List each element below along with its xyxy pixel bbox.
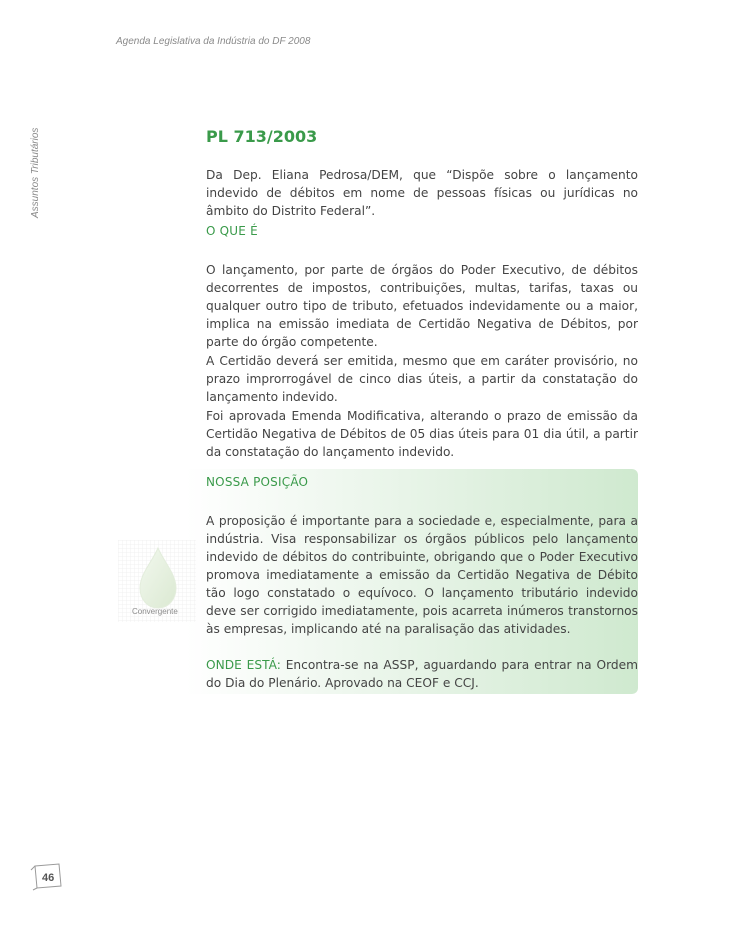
what-is-paragraph-3: Foi aprovada Emenda Modificativa, alterando o prazo de emissão da Certidão Negativa de Débitos de 05 dias úteis para 01 dia útil, a partir da constatação do lançamento indevido. [206,409,638,459]
bill-title: PL 713/2003 [206,127,318,146]
what-is-heading: O QUE É [206,224,258,238]
what-is-paragraph-1: O lançamento, por parte de órgãos do Poder Executivo, de débitos decorrentes de impostos, contribuições, multas, tarifas, taxas ou qualquer outro tipo de tributo, efetuados indevidamente ou a maior, implica na emissão imediata de Certidão Negativa de Débitos, por parte do órgão competente. [206,263,638,349]
bill-intro: Da Dep. Eliana Pedrosa/DEM, que “Dispõe sobre o lançamento indevido de débitos em nome de pessoas físicas ou jurídicas no âmbito do Distrito Federal”. [206,168,638,218]
position-text: A proposição é importante para a sociedade e, especialmente, para a indústria. Visa responsabilizar os órgãos públicos pelo lançamento indevido de débitos do contribuinte, obrigando que o Poder Executivo promova imediatamente a emissão da Certidão Negativa de Débito tão logo constatado o equívoco. O lançamento tributário indevido deve ser corrigido imediatamente, pois acarreta inúmeros transtornos às empresas, implicando até na paralisação das atividades. [206,514,638,636]
position-badge-label: Convergente [132,607,178,616]
where-text: Encontra-se na ASSP, aguardando para entrar na Ordem do Dia do Plenário. Aprovado na CEOF e CCJ. [206,658,638,690]
position-heading: NOSSA POSIÇÃO [206,475,309,489]
page-number: 46 [42,872,55,884]
what-is-paragraph-2: A Certidão deverá ser emitida, mesmo que em caráter provisório, no prazo improrrogável de cinco dias úteis, a partir da constatação do lançamento indevido. [206,354,638,404]
section-side-label: Assuntos Tributários [30,127,41,218]
running-header: Agenda Legislativa da Indústria do DF 2008 [116,36,311,47]
where-label: ONDE ESTÁ: [206,658,281,672]
where-it-is [206,656,638,692]
